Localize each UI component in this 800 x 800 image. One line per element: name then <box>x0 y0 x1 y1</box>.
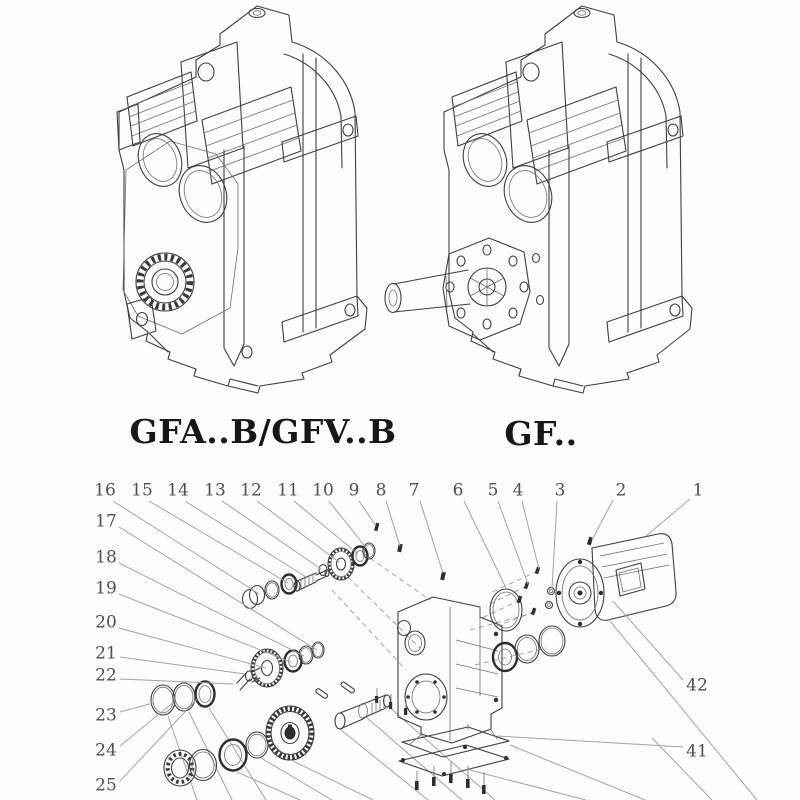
callout-number-42: 42 <box>686 675 708 696</box>
leader-line-10 <box>329 501 367 549</box>
callout-number-13: 13 <box>204 480 226 501</box>
leader-line-7 <box>420 501 443 573</box>
callout-number-24: 24 <box>95 740 117 761</box>
callout-number-22: 22 <box>95 665 117 686</box>
leader-line-3 <box>552 501 557 588</box>
leader-line-21 <box>120 657 245 674</box>
callout-number-23: 23 <box>95 705 117 726</box>
callout-number-21: 21 <box>95 643 117 664</box>
caption-gfab-gfvb: GFA..B/GFV..B <box>129 412 397 451</box>
leader-line-11 <box>294 501 358 554</box>
callout-number-4: 4 <box>512 480 524 501</box>
callout-number-5: 5 <box>487 480 499 501</box>
motor <box>556 534 676 627</box>
breather-plug <box>574 9 590 18</box>
figure-gfab-gfvb-drawing <box>117 6 367 393</box>
callout-number-12: 12 <box>240 480 262 501</box>
callout-number-9: 9 <box>348 480 360 501</box>
callout-number-14: 14 <box>167 480 189 501</box>
callout-number-18: 18 <box>95 547 117 568</box>
leader-line-18 <box>119 563 304 656</box>
output-shaft <box>385 270 470 313</box>
leader-line-20 <box>119 628 266 668</box>
leader-line-2 <box>592 500 613 540</box>
leader-line-42 <box>613 601 683 680</box>
callout-number-2: 2 <box>615 480 627 501</box>
leader-line-8 <box>386 501 400 546</box>
callout-number-1: 1 <box>692 480 704 501</box>
output-shaft-assembly <box>164 681 391 786</box>
leader-line-16 <box>113 501 259 594</box>
callout-number-11: 11 <box>277 480 299 501</box>
leader-line-6 <box>464 501 506 588</box>
leader-line-22 <box>120 679 233 684</box>
leader-line-1 <box>646 499 690 536</box>
output-flange <box>443 238 530 340</box>
output-bearing <box>136 253 194 311</box>
callout-number-15: 15 <box>131 480 153 501</box>
callout-number-20: 20 <box>95 612 117 633</box>
leader-line-23 <box>120 703 153 712</box>
leader-line-24 <box>120 701 175 746</box>
callout-number-6: 6 <box>452 480 464 501</box>
callout-number-17: 17 <box>95 511 117 532</box>
callout-number-3: 3 <box>554 480 566 501</box>
leader-line-4 <box>522 501 539 569</box>
leader-line-14 <box>185 501 306 577</box>
breather-plug <box>249 9 265 18</box>
caption-gf: GF.. <box>504 414 578 453</box>
callout-number-25: 25 <box>95 775 117 796</box>
bottom-cover-assembly <box>375 688 509 794</box>
callout-labels <box>94 481 708 796</box>
figure-gf-drawing <box>385 6 692 393</box>
motor-bolt <box>587 537 593 546</box>
callout-number-16: 16 <box>94 480 116 501</box>
gear-housing <box>397 544 502 743</box>
callout-number-19: 19 <box>95 578 117 599</box>
callout-number-10: 10 <box>312 480 334 501</box>
leader-line-5 <box>498 501 528 584</box>
leader-line-15 <box>149 501 288 583</box>
callout-number-8: 8 <box>375 480 387 501</box>
input-shaft-assembly <box>243 523 380 609</box>
callout-number-41: 41 <box>686 741 708 762</box>
callout-number-7: 7 <box>408 480 420 501</box>
leader-line-9 <box>359 501 376 526</box>
